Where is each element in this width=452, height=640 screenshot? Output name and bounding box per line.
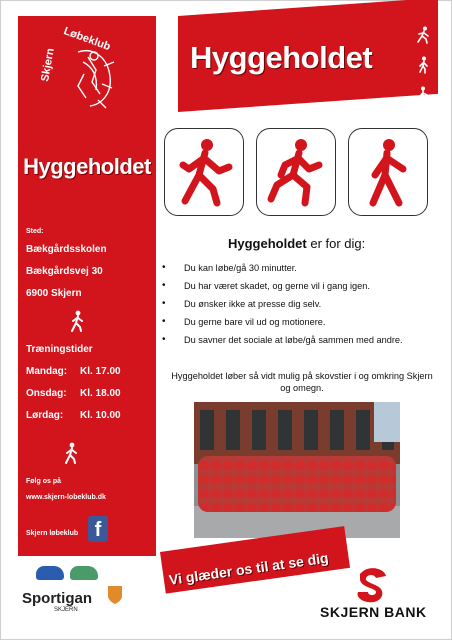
shoe-icon [36, 566, 64, 580]
address-line-2: Bækgårdsvej 30 [26, 266, 103, 277]
walker-icon [416, 86, 430, 104]
sponsor-sportigan-sub: SKJERN [54, 607, 78, 613]
schedule-row-monday [26, 366, 121, 377]
benefit-list [162, 262, 403, 352]
schedule-time: Kl. 17.00 [80, 366, 121, 377]
running-pictogram-box [256, 128, 336, 216]
shoe-icon [70, 566, 98, 580]
logo-text-top: Løbeklub [62, 25, 113, 54]
welcome-text: Vi glæder os til at se dig [168, 549, 330, 588]
schedule-row-wednesday [26, 388, 121, 399]
pedestrian-icon [355, 135, 421, 209]
training-label: Træningstider [26, 344, 93, 355]
walker-icon [62, 442, 80, 464]
pedestrian-pictogram-box [348, 128, 428, 216]
schedule-time: Kl. 10.00 [80, 410, 121, 421]
schedule-day: Onsdag: [26, 388, 67, 399]
address-line-1: Bækgårdsskolen [26, 244, 107, 255]
runner-icon [416, 26, 430, 44]
sponsor-skjern-bank: SKJERN BANK [320, 604, 427, 620]
list-item: • Du ønsker ikke at presse dig selv. [162, 298, 403, 316]
runner-icon [263, 135, 329, 209]
group-photo [194, 402, 400, 538]
list-item: • Du savner det sociale at løbe/gå sammen med andre. [162, 334, 403, 352]
bank-logo [354, 566, 394, 604]
facebook-name: Skjern løbeklub [26, 530, 79, 537]
address-line-3: 6900 Skjern [26, 288, 82, 299]
intro-heading-bold: Hyggeholdet [228, 236, 307, 251]
walker-icon [171, 135, 237, 209]
sponsor-sportigan: Sportigan [22, 590, 92, 607]
walker-icon [68, 310, 86, 332]
runner-icon [416, 56, 430, 74]
route-description: Hyggeholdet løber så vidt mulig på skovstier i og omkring Skjern og omegn. [171, 371, 433, 393]
facebook-icon[interactable]: f [88, 516, 108, 542]
walking-pictogram-box [164, 128, 244, 216]
website-link[interactable]: www.skjern-lobeklub.dk [26, 494, 106, 501]
intro-heading [228, 236, 365, 251]
list-item: • Du gerne bare vil ud og motionere. [162, 316, 403, 334]
sidebar-title: Hyggeholdet [23, 154, 151, 179]
schedule-day: Lørdag: [26, 410, 64, 421]
list-item: • Du har været skadet, og gerne vil i gang igen. [162, 280, 403, 298]
intro-heading-rest: er for dig: [306, 236, 366, 251]
list-item: • Du kan løbe/gå 30 minutter. [162, 262, 403, 280]
follow-label: Følg os på [26, 478, 61, 485]
place-label: Sted: [26, 228, 44, 235]
sidebar-panel [18, 16, 156, 556]
club-logo [38, 22, 136, 122]
schedule-time: Kl. 18.00 [80, 388, 121, 399]
logo-text-side: Skjern [39, 47, 57, 83]
banner-title: Hyggeholdet [190, 40, 373, 75]
shield-icon [106, 584, 124, 606]
schedule-day: Mandag: [26, 366, 68, 377]
schedule-row-saturday [26, 410, 121, 421]
